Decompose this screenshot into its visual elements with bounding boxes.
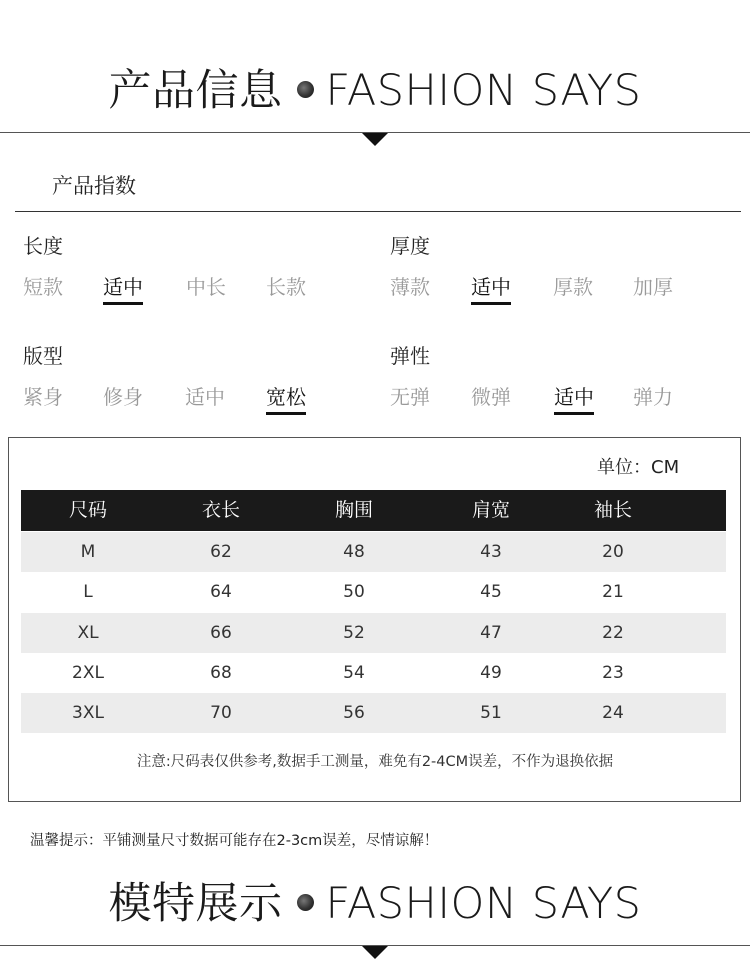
table-cell: XL: [77, 623, 99, 643]
attribute-option: 微弹: [471, 385, 511, 409]
table-cell: 52: [343, 623, 365, 643]
table-cell: 45: [480, 582, 502, 602]
section-title-product-info: [0, 57, 750, 118]
section-title-cn: 模特展示: [108, 879, 283, 929]
attribute-option: 适中: [185, 385, 225, 409]
section-title-en: FASHION SAYS: [325, 879, 642, 929]
column-header-size: 尺码: [68, 499, 107, 521]
table-cell: 50: [343, 582, 365, 602]
table-row: [21, 572, 726, 612]
table-cell: 56: [343, 703, 365, 723]
measurement-tip: 温馨提示：平铺测量尺寸数据可能存在2-3cm误差，尽情谅解！: [30, 833, 439, 849]
table-cell: 20: [602, 542, 624, 562]
table-cell: 66: [210, 623, 232, 643]
table-cell: 2XL: [72, 663, 104, 683]
attribute-option: 薄款: [390, 275, 430, 299]
section-title-cn: 产品信息: [108, 66, 283, 116]
table-cell: 49: [480, 663, 502, 683]
size-table-note: 注意:尺码表仅供参考,数据手工测量，难免有2-4CM误差，不作为退换依据: [136, 754, 614, 770]
attribute-option: 修身: [103, 385, 143, 409]
bullet-dot-icon: [297, 81, 314, 98]
table-cell: 24: [602, 703, 624, 723]
table-row: [21, 653, 726, 693]
attribute-label: 厚度: [390, 234, 430, 258]
column-header-length: 衣长: [201, 499, 240, 521]
attribute-option: 长款: [266, 275, 306, 299]
section-title-model-display: [0, 870, 750, 931]
attribute-option: 弹力: [633, 385, 673, 409]
size-table-header: [21, 490, 726, 531]
down-arrow-icon: [362, 946, 388, 959]
attribute-option: 厚款: [553, 275, 593, 299]
table-cell: 43: [480, 542, 502, 562]
table-row: [21, 532, 726, 572]
table-cell: 47: [480, 623, 502, 643]
attribute-option: 无弹: [390, 385, 430, 409]
attribute-option-selected: 适中: [554, 381, 594, 415]
table-cell: 21: [602, 582, 624, 602]
attribute-option-selected: 宽松: [266, 381, 306, 415]
table-row: [21, 693, 726, 733]
table-cell: 70: [210, 703, 232, 723]
table-cell: 22: [602, 623, 624, 643]
index-divider: [15, 211, 741, 212]
attribute-option-selected: 适中: [103, 271, 143, 305]
product-index-heading: 产品指数: [52, 174, 136, 198]
attribute-label: 弹性: [390, 344, 430, 368]
attribute-label: 版型: [23, 344, 63, 368]
table-cell: 68: [210, 663, 232, 683]
column-header-chest: 胸围: [334, 499, 373, 521]
table-cell: 3XL: [72, 703, 104, 723]
table-cell: 51: [480, 703, 502, 723]
table-cell: 23: [602, 663, 624, 683]
column-header-shoulder: 肩宽: [471, 499, 510, 521]
attribute-option: 紧身: [23, 385, 63, 409]
table-cell: M: [80, 542, 96, 562]
attribute-option-selected: 适中: [471, 271, 511, 305]
table-cell: 64: [210, 582, 232, 602]
down-arrow-icon: [362, 133, 388, 146]
attribute-option: 中长: [186, 275, 226, 299]
table-cell: 62: [210, 542, 232, 562]
attribute-label: 长度: [23, 234, 63, 258]
column-header-sleeve: 袖长: [593, 499, 632, 521]
bullet-dot-icon: [297, 894, 314, 911]
section-title-en: FASHION SAYS: [325, 66, 642, 116]
attribute-option: 短款: [23, 275, 63, 299]
attribute-option: 加厚: [633, 275, 673, 299]
unit-label: 单位：CM: [597, 457, 680, 478]
table-cell: 54: [343, 663, 365, 683]
table-cell: 48: [343, 542, 365, 562]
table-cell: L: [83, 582, 93, 602]
table-row: [21, 613, 726, 653]
